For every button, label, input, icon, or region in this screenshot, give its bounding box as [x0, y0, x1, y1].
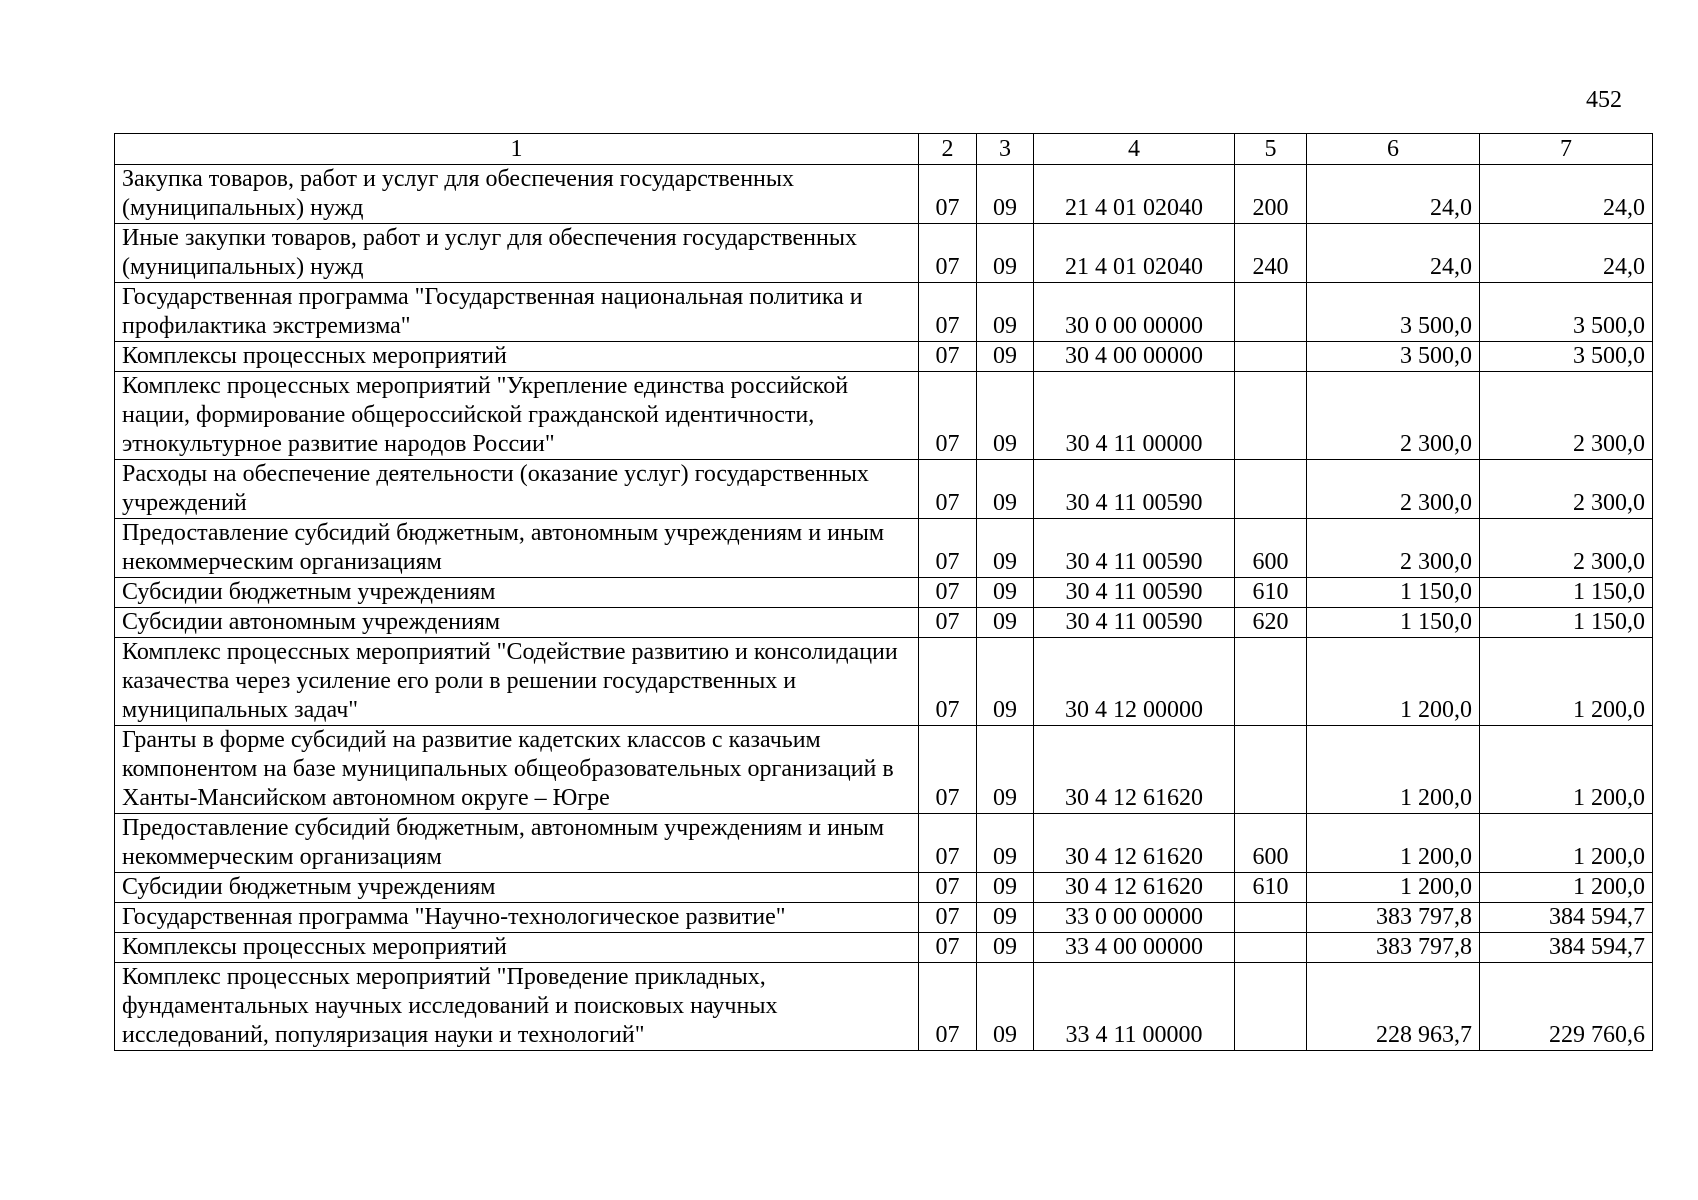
amount-column-6-cell: 3 500,0	[1307, 342, 1480, 372]
amount-column-7-cell: 229 760,6	[1480, 963, 1653, 1051]
amount-column-6-cell: 1 200,0	[1307, 873, 1480, 903]
expense-name-cell: Комплекс процессных мероприятий "Проведение прикладных, фундаментальных научных исследований и поисковых научных исследований, популяризация науки и технологий"	[115, 963, 919, 1051]
amount-column-6-cell: 1 200,0	[1307, 814, 1480, 873]
table-row	[115, 224, 1653, 283]
section-code-cell: 07	[919, 460, 977, 519]
table-row	[115, 933, 1653, 963]
amount-column-7-cell: 24,0	[1480, 165, 1653, 224]
section-code-cell: 07	[919, 165, 977, 224]
table-row	[115, 283, 1653, 342]
table-row	[115, 165, 1653, 224]
amount-column-7-cell: 1 150,0	[1480, 578, 1653, 608]
target-article-cell: 30 4 12 61620	[1034, 814, 1235, 873]
amount-column-7-cell: 1 200,0	[1480, 814, 1653, 873]
expense-type-cell	[1235, 460, 1307, 519]
expense-name-cell: Комплекс процессных мероприятий "Укрепление единства российской нации, формирование общероссийской гражданской идентичности, этнокультурное развитие народов России"	[115, 372, 919, 460]
amount-column-7-cell: 1 200,0	[1480, 638, 1653, 726]
expense-type-cell: 240	[1235, 224, 1307, 283]
subsection-code-cell: 09	[977, 460, 1034, 519]
amount-column-6-cell: 24,0	[1307, 224, 1480, 283]
expense-type-cell	[1235, 372, 1307, 460]
expense-type-cell: 610	[1235, 873, 1307, 903]
expense-name-cell: Субсидии автономным учреждениям	[115, 608, 919, 638]
amount-column-7-cell: 384 594,7	[1480, 903, 1653, 933]
section-code-cell: 07	[919, 283, 977, 342]
table-header	[115, 134, 1653, 165]
amount-column-7-cell: 2 300,0	[1480, 460, 1653, 519]
table-row	[115, 460, 1653, 519]
section-code-cell: 07	[919, 342, 977, 372]
target-article-cell: 30 4 11 00590	[1034, 519, 1235, 578]
subsection-code-cell: 09	[977, 224, 1034, 283]
table-row	[115, 814, 1653, 873]
column-header-4: 4	[1034, 134, 1235, 165]
target-article-cell: 30 4 12 61620	[1034, 873, 1235, 903]
amount-column-6-cell: 2 300,0	[1307, 519, 1480, 578]
amount-column-7-cell: 1 150,0	[1480, 608, 1653, 638]
subsection-code-cell: 09	[977, 903, 1034, 933]
section-code-cell: 07	[919, 608, 977, 638]
expense-type-cell: 600	[1235, 814, 1307, 873]
subsection-code-cell: 09	[977, 638, 1034, 726]
expense-type-cell: 200	[1235, 165, 1307, 224]
table-row	[115, 903, 1653, 933]
section-code-cell: 07	[919, 963, 977, 1051]
target-article-cell: 30 4 11 00590	[1034, 578, 1235, 608]
section-code-cell: 07	[919, 372, 977, 460]
expense-type-cell	[1235, 638, 1307, 726]
expense-name-cell: Комплексы процессных мероприятий	[115, 933, 919, 963]
expense-name-cell: Комплексы процессных мероприятий	[115, 342, 919, 372]
amount-column-6-cell: 1 150,0	[1307, 578, 1480, 608]
section-code-cell: 07	[919, 933, 977, 963]
expense-name-cell: Предоставление субсидий бюджетным, автономным учреждениям и иным некоммерческим организациям	[115, 519, 919, 578]
target-article-cell: 21 4 01 02040	[1034, 224, 1235, 283]
expense-type-cell: 620	[1235, 608, 1307, 638]
subsection-code-cell: 09	[977, 873, 1034, 903]
expense-type-cell	[1235, 963, 1307, 1051]
target-article-cell: 30 4 11 00590	[1034, 460, 1235, 519]
table-row	[115, 608, 1653, 638]
amount-column-7-cell: 384 594,7	[1480, 933, 1653, 963]
section-code-cell: 07	[919, 224, 977, 283]
expense-name-cell: Закупка товаров, работ и услуг для обеспечения государственных (муниципальных) нужд	[115, 165, 919, 224]
table-row	[115, 372, 1653, 460]
target-article-cell: 33 4 00 00000	[1034, 933, 1235, 963]
amount-column-7-cell: 3 500,0	[1480, 283, 1653, 342]
column-header-6: 6	[1307, 134, 1480, 165]
expense-name-cell: Государственная программа "Научно-технологическое развитие"	[115, 903, 919, 933]
target-article-cell: 30 4 11 00000	[1034, 372, 1235, 460]
subsection-code-cell: 09	[977, 814, 1034, 873]
amount-column-6-cell: 24,0	[1307, 165, 1480, 224]
expense-type-cell	[1235, 903, 1307, 933]
table-row	[115, 873, 1653, 903]
target-article-cell: 33 0 00 00000	[1034, 903, 1235, 933]
amount-column-6-cell: 2 300,0	[1307, 372, 1480, 460]
column-header-7: 7	[1480, 134, 1653, 165]
target-article-cell: 21 4 01 02040	[1034, 165, 1235, 224]
target-article-cell: 33 4 11 00000	[1034, 963, 1235, 1051]
target-article-cell: 30 0 00 00000	[1034, 283, 1235, 342]
page-number: 452	[1586, 87, 1622, 113]
expense-type-cell	[1235, 283, 1307, 342]
column-header-1: 1	[115, 134, 919, 165]
expense-name-cell: Предоставление субсидий бюджетным, автономным учреждениям и иным некоммерческим организациям	[115, 814, 919, 873]
subsection-code-cell: 09	[977, 963, 1034, 1051]
subsection-code-cell: 09	[977, 342, 1034, 372]
header-row	[115, 134, 1653, 165]
subsection-code-cell: 09	[977, 283, 1034, 342]
amount-column-7-cell: 2 300,0	[1480, 519, 1653, 578]
expense-name-cell: Расходы на обеспечение деятельности (оказание услуг) государственных учреждений	[115, 460, 919, 519]
target-article-cell: 30 4 12 00000	[1034, 638, 1235, 726]
expense-type-cell	[1235, 933, 1307, 963]
subsection-code-cell: 09	[977, 165, 1034, 224]
table-row	[115, 519, 1653, 578]
amount-column-6-cell: 1 200,0	[1307, 638, 1480, 726]
target-article-cell: 30 4 00 00000	[1034, 342, 1235, 372]
expense-name-cell: Государственная программа "Государственная национальная политика и профилактика экстремизма"	[115, 283, 919, 342]
expense-name-cell: Иные закупки товаров, работ и услуг для обеспечения государственных (муниципальных) нужд	[115, 224, 919, 283]
expense-name-cell: Гранты в форме субсидий на развитие кадетских классов с казачьим компонентом на базе муниципальных общеобразовательных организаций в Ханты-Мансийском автономном округе – Югре	[115, 726, 919, 814]
section-code-cell: 07	[919, 873, 977, 903]
subsection-code-cell: 09	[977, 726, 1034, 814]
budget-table	[114, 133, 1653, 1051]
section-code-cell: 07	[919, 578, 977, 608]
expense-type-cell: 610	[1235, 578, 1307, 608]
column-header-5: 5	[1235, 134, 1307, 165]
amount-column-6-cell: 1 200,0	[1307, 726, 1480, 814]
table-row	[115, 726, 1653, 814]
section-code-cell: 07	[919, 519, 977, 578]
table-row	[115, 638, 1653, 726]
expense-name-cell: Субсидии бюджетным учреждениям	[115, 873, 919, 903]
section-code-cell: 07	[919, 726, 977, 814]
table-row	[115, 342, 1653, 372]
amount-column-6-cell: 383 797,8	[1307, 903, 1480, 933]
expense-type-cell: 600	[1235, 519, 1307, 578]
section-code-cell: 07	[919, 903, 977, 933]
expense-name-cell: Комплекс процессных мероприятий "Содействие развитию и консолидации казачества через усиление его роли в решении государственных и муниципальных задач"	[115, 638, 919, 726]
table-body	[115, 165, 1653, 1051]
expense-name-cell: Субсидии бюджетным учреждениям	[115, 578, 919, 608]
subsection-code-cell: 09	[977, 519, 1034, 578]
section-code-cell: 07	[919, 814, 977, 873]
target-article-cell: 30 4 11 00590	[1034, 608, 1235, 638]
amount-column-6-cell: 2 300,0	[1307, 460, 1480, 519]
subsection-code-cell: 09	[977, 933, 1034, 963]
subsection-code-cell: 09	[977, 608, 1034, 638]
amount-column-7-cell: 24,0	[1480, 224, 1653, 283]
column-header-3: 3	[977, 134, 1034, 165]
amount-column-7-cell: 1 200,0	[1480, 873, 1653, 903]
expense-type-cell	[1235, 342, 1307, 372]
section-code-cell: 07	[919, 638, 977, 726]
column-header-2: 2	[919, 134, 977, 165]
subsection-code-cell: 09	[977, 578, 1034, 608]
table-row	[115, 578, 1653, 608]
target-article-cell: 30 4 12 61620	[1034, 726, 1235, 814]
amount-column-7-cell: 3 500,0	[1480, 342, 1653, 372]
expense-type-cell	[1235, 726, 1307, 814]
amount-column-7-cell: 2 300,0	[1480, 372, 1653, 460]
subsection-code-cell: 09	[977, 372, 1034, 460]
amount-column-6-cell: 3 500,0	[1307, 283, 1480, 342]
amount-column-6-cell: 1 150,0	[1307, 608, 1480, 638]
amount-column-6-cell: 228 963,7	[1307, 963, 1480, 1051]
amount-column-7-cell: 1 200,0	[1480, 726, 1653, 814]
amount-column-6-cell: 383 797,8	[1307, 933, 1480, 963]
table-row	[115, 963, 1653, 1051]
